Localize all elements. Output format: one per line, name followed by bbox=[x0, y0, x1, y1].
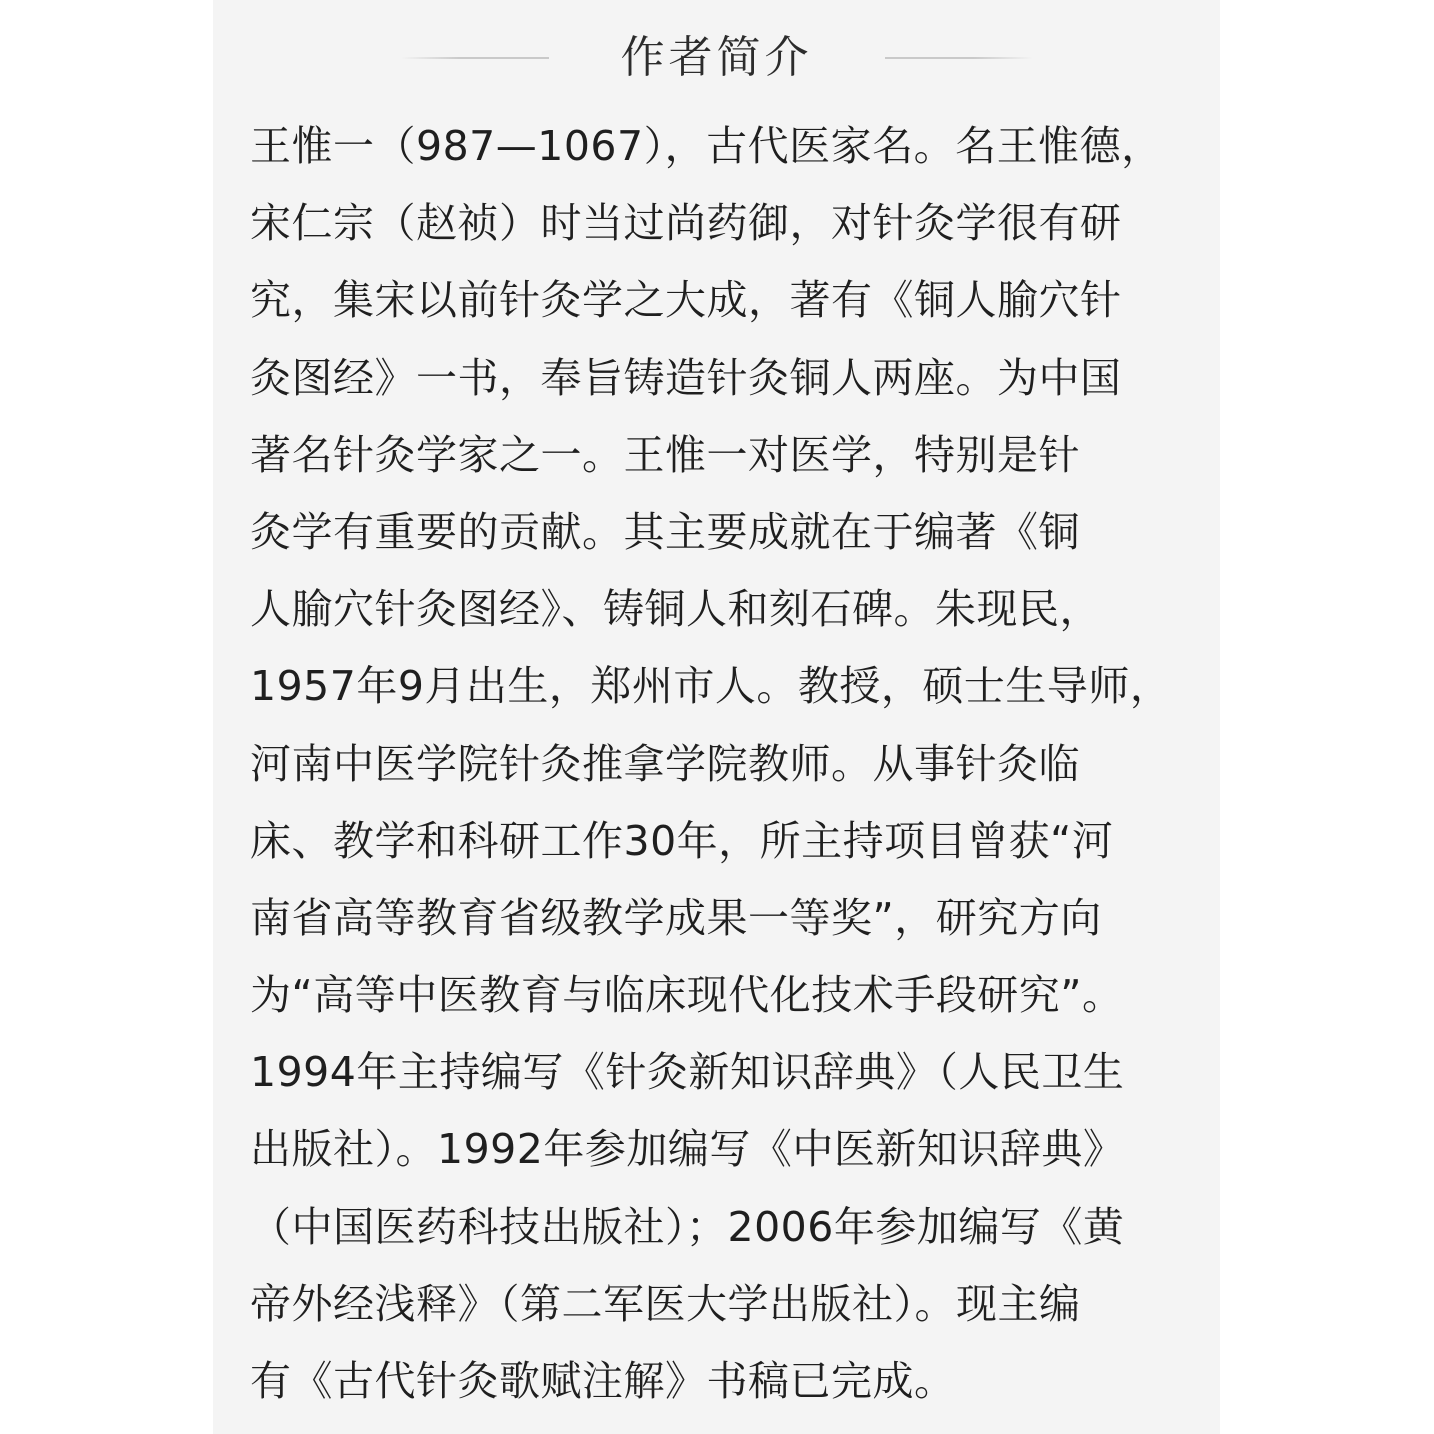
bio-line: 灸学有重要的贡献。其主要成就在于编著《铜 bbox=[250, 507, 1080, 556]
bio-line: 王惟一（987—1067），古代医家名。名王惟德， bbox=[250, 122, 1163, 170]
bio-line: 1994年主持编写《针灸新知识辞典》（人民卫生 bbox=[250, 1048, 1125, 1097]
header-divider-right bbox=[885, 57, 1033, 59]
section-title: 作者简介 bbox=[620, 32, 813, 83]
bio-line: （中国医药科技出版社）；2006年参加编写《黄 bbox=[250, 1202, 1125, 1251]
section-header bbox=[213, 22, 1220, 92]
bio-line: 河南中医学院针灸推拿学院教师。从事针灸临 bbox=[250, 739, 1080, 788]
bio-line: 著名针灸学家之一。王惟一对医学，特别是针 bbox=[250, 430, 1080, 479]
bio-line: 为“高等中医教育与临床现代化技术手段研究”。 bbox=[250, 971, 1124, 1020]
bio-line: 宋仁宗（赵祯）时当过尚药御，对针灸学很有研 bbox=[250, 199, 1122, 248]
author-bio-text bbox=[250, 108, 1190, 1420]
bio-line: 床、教学和科研工作30年，所主持项目曾获“河 bbox=[250, 816, 1114, 865]
bio-line: 帝外经浅释》（第二军医大学出版社）。现主编 bbox=[250, 1279, 1081, 1328]
bio-line: 人腧穴针灸图经》、铸铜人和刻石碑。朱现民， bbox=[250, 585, 1101, 634]
bio-line: 究，集宋以前针灸学之大成，著有《铜人腧穴针 bbox=[250, 276, 1122, 325]
bio-line: 南省高等教育省级教学成果一等奖”，研究方向 bbox=[250, 893, 1102, 942]
bio-line: 1957年9月出生，郑州市人。教授，硕士生导师， bbox=[250, 662, 1172, 711]
bio-line: 灸图经》一书，奉旨铸造针灸铜人两座。为中国 bbox=[250, 353, 1122, 402]
article-panel bbox=[213, 0, 1220, 1434]
bio-line: 有《古代针灸歌赋注解》书稿已完成。 bbox=[250, 1357, 956, 1405]
bio-line: 出版社）。1992年参加编写《中医新知识辞典》 bbox=[250, 1125, 1125, 1174]
